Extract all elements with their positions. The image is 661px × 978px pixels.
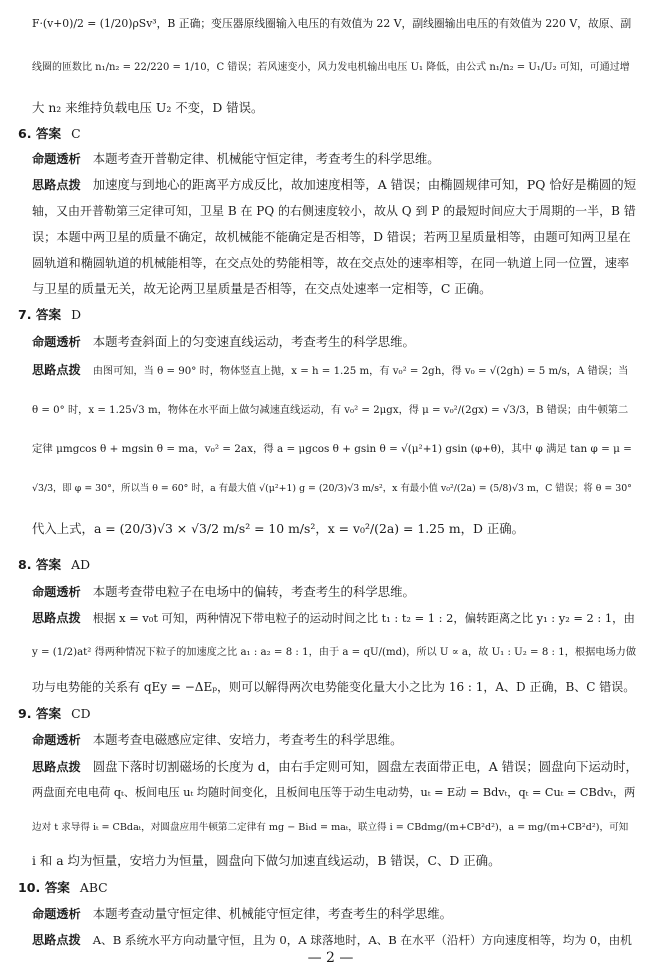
hint-line: i 和 a 均为恒量，安培力为恒量，圆盘向下做匀加速直线运动，B 错误，C、D 正确。 bbox=[32, 853, 501, 868]
hint-text: A、B 系统水平方向动量守恒，且为 0，A 球落地时，A、B 在水平（沿杆）方向速度相等，均为 0，由机 bbox=[92, 933, 632, 947]
hint-line bbox=[32, 362, 638, 380]
hint-line: θ = 0° 时，x = 1.25√3 m，物体在水平面上做匀减速直线运动，有 v₀² = 2μgx，得 μ = v₀²/(2gx) = √3/3，B 错误；由牛顿第二 bbox=[32, 405, 629, 416]
analysis-line bbox=[32, 584, 638, 600]
question-number: 9. 答案 bbox=[18, 706, 62, 721]
text-line: 大 n₂ 来维持负载电压 U₂ 不变，D 错误。 bbox=[32, 100, 264, 115]
hint-line bbox=[32, 610, 638, 626]
analysis-text: 本题考查电磁感应定律、安培力，考查考生的科学思维。 bbox=[92, 732, 403, 747]
analysis-line bbox=[32, 151, 638, 167]
analysis-tag: 命题透析 bbox=[32, 585, 81, 599]
analysis-text: 本题考查斜面上的匀变速直线运动，考查考生的科学思维。 bbox=[92, 334, 415, 349]
analysis-tag: 命题透析 bbox=[32, 152, 81, 166]
analysis-text: 本题考查带电粒子在电场中的偏转，考查考生的科学思维。 bbox=[92, 584, 415, 599]
answer-heading bbox=[18, 880, 624, 896]
hint-tag: 思路点拨 bbox=[32, 611, 81, 625]
hint-tag: 思路点拨 bbox=[32, 363, 81, 377]
hint-line bbox=[32, 177, 638, 193]
hint-tag: 思路点拨 bbox=[32, 178, 81, 192]
answer-heading bbox=[18, 126, 624, 142]
page-number: — 2 — bbox=[307, 950, 354, 966]
text-line: 线圈的匝数比 n₁/n₂ = 22/220 = 1/10，C 错误；若风速变小，风力发电机输出电压 U₁ 降低，由公式 n₁/n₂ = U₁/U₂ 可知，可通过增 bbox=[32, 62, 630, 73]
hint-line bbox=[32, 759, 638, 775]
hint-line: √3/3，即 φ = 30°，所以当 θ = 60° 时，a 有最大值 √(μ²+1) g = (20/3)√3 m/s²，x 有最小值 v₀²/(2a) = (5/8)√3 m，C 错误；将 θ = 30° bbox=[32, 483, 632, 494]
hint-line: 定律 μmgcos θ + mgsin θ = ma，v₀² = 2ax，得 a = μgcos θ + gsin θ = √(μ²+1) gsin (φ+θ)，其中 φ 满足 tan φ = μ = bbox=[32, 443, 632, 455]
hint-text: 圆盘下落时切割磁场的长度为 d，由右手定则可知，圆盘左表面带正电，A 错误；圆盘向下运动时， bbox=[92, 759, 638, 774]
question-number: 6. 答案 bbox=[18, 126, 62, 141]
hint-line: 功与电势能的关系有 qEy = −ΔEₚ，则可以解得两次电势能变化量大小之比为 16 : 1，A、D 正确，B、C 错误。 bbox=[32, 680, 636, 694]
answer-value: CD bbox=[71, 706, 91, 721]
analysis-text: 本题考查开普勒定律、机械能守恒定律，考查考生的科学思维。 bbox=[92, 151, 440, 166]
hint-tag: 思路点拨 bbox=[32, 933, 81, 947]
question-number: 10. 答案 bbox=[18, 880, 70, 895]
question-number: 7. 答案 bbox=[18, 307, 62, 322]
hint-line: 两盘面充电电荷 qₜ、板间电压 uₜ 均随时间变化，且板间电压等于动生电动势，uₜ = E动 = Bdvₜ，qₜ = Cuₜ = CBdvₜ，两 bbox=[32, 786, 636, 799]
hint-line: 代入上式，a = (20/3)√3 × √3/2 m/s² = 10 m/s²，x = v₀²/(2a) = 1.25 m，D 正确。 bbox=[32, 521, 525, 536]
analysis-text: 本题考查动量守恒定律、机械能守恒定律，考查考生的科学思维。 bbox=[92, 906, 453, 921]
hint-line: 误；本题中两卫星的质量不确定，故机械能不能确定是否相等，D 错误；若两卫星质量相等，由题可知两卫星在 bbox=[32, 230, 631, 244]
hint-line: 与卫星的质量无关，故无论两卫星质量是否相等，在交点处速率一定相等，C 正确。 bbox=[32, 281, 492, 296]
hint-text: 根据 x = v₀t 可知，两种情况下带电粒子的运动时间之比 t₁ : t₂ = 1 : 2，偏转距离之比 y₁ : y₂ = 2 : 1，由 bbox=[92, 611, 635, 625]
analysis-line bbox=[32, 906, 638, 922]
hint-text: 加速度与到地心的距离平方成反比，故加速度相等，A 错误；由椭圆规律可知，PQ 恰好是椭圆的短 bbox=[92, 177, 637, 192]
question-number: 8. 答案 bbox=[18, 557, 62, 572]
text-line: F·(v+0)/2 = (1/20)ρSv³，B 正确；变压器原线圈输入电压的有效值为 22 V，副线圈输出电压的有效值为 220 V，故原、副 bbox=[32, 17, 632, 30]
answer-value: D bbox=[71, 307, 82, 322]
answer-value: ABC bbox=[79, 880, 108, 895]
hint-text: 由图可知，当 θ = 90° 时，物体竖直上抛，x = h = 1.25 m，有 v₀² = 2gh，得 v₀ = √(2gh) = 5 m/s，A 错误；当 bbox=[92, 366, 629, 377]
analysis-tag: 命题透析 bbox=[32, 907, 81, 921]
answer-heading bbox=[18, 706, 624, 722]
hint-tag: 思路点拨 bbox=[32, 760, 81, 774]
analysis-line bbox=[32, 732, 638, 748]
analysis-tag: 命题透析 bbox=[32, 733, 81, 747]
hint-line: 轴，又由开普勒第三定律可知，卫星 B 在 PQ 的右侧速度较小，故从 Q 到 P 的最短时间应大于周期的一半，B 错 bbox=[32, 204, 636, 218]
hint-line bbox=[32, 932, 638, 948]
analysis-line bbox=[32, 334, 638, 350]
analysis-tag: 命题透析 bbox=[32, 335, 81, 349]
answer-value: C bbox=[71, 126, 81, 141]
hint-line: 圆轨道和椭圆轨道的机械能相等，在交点处的势能相等，故在交点处的速率相等，在同一轨道上同一位置，速率 bbox=[32, 256, 630, 270]
hint-line: y = (1/2)at² 得两种情况下粒子的加速度之比 a₁ : a₂ = 8 : 1，由于 a = qU/(md)，所以 U ∝ a，故 U₁ : U₂ = 8 : 1，根据电场力做 bbox=[32, 647, 637, 658]
answer-value: AD bbox=[71, 557, 91, 572]
answer-heading bbox=[18, 307, 624, 323]
hint-line: 边对 t 求导得 iₜ = CBdaₜ，对圆盘应用牛顿第二定律有 mg − Biₜd = maₜ，联立得 i = CBdmg/(m+CB²d²)，a = mg/(m+CB²d²)，可知 bbox=[32, 822, 629, 833]
answer-heading bbox=[18, 557, 624, 573]
